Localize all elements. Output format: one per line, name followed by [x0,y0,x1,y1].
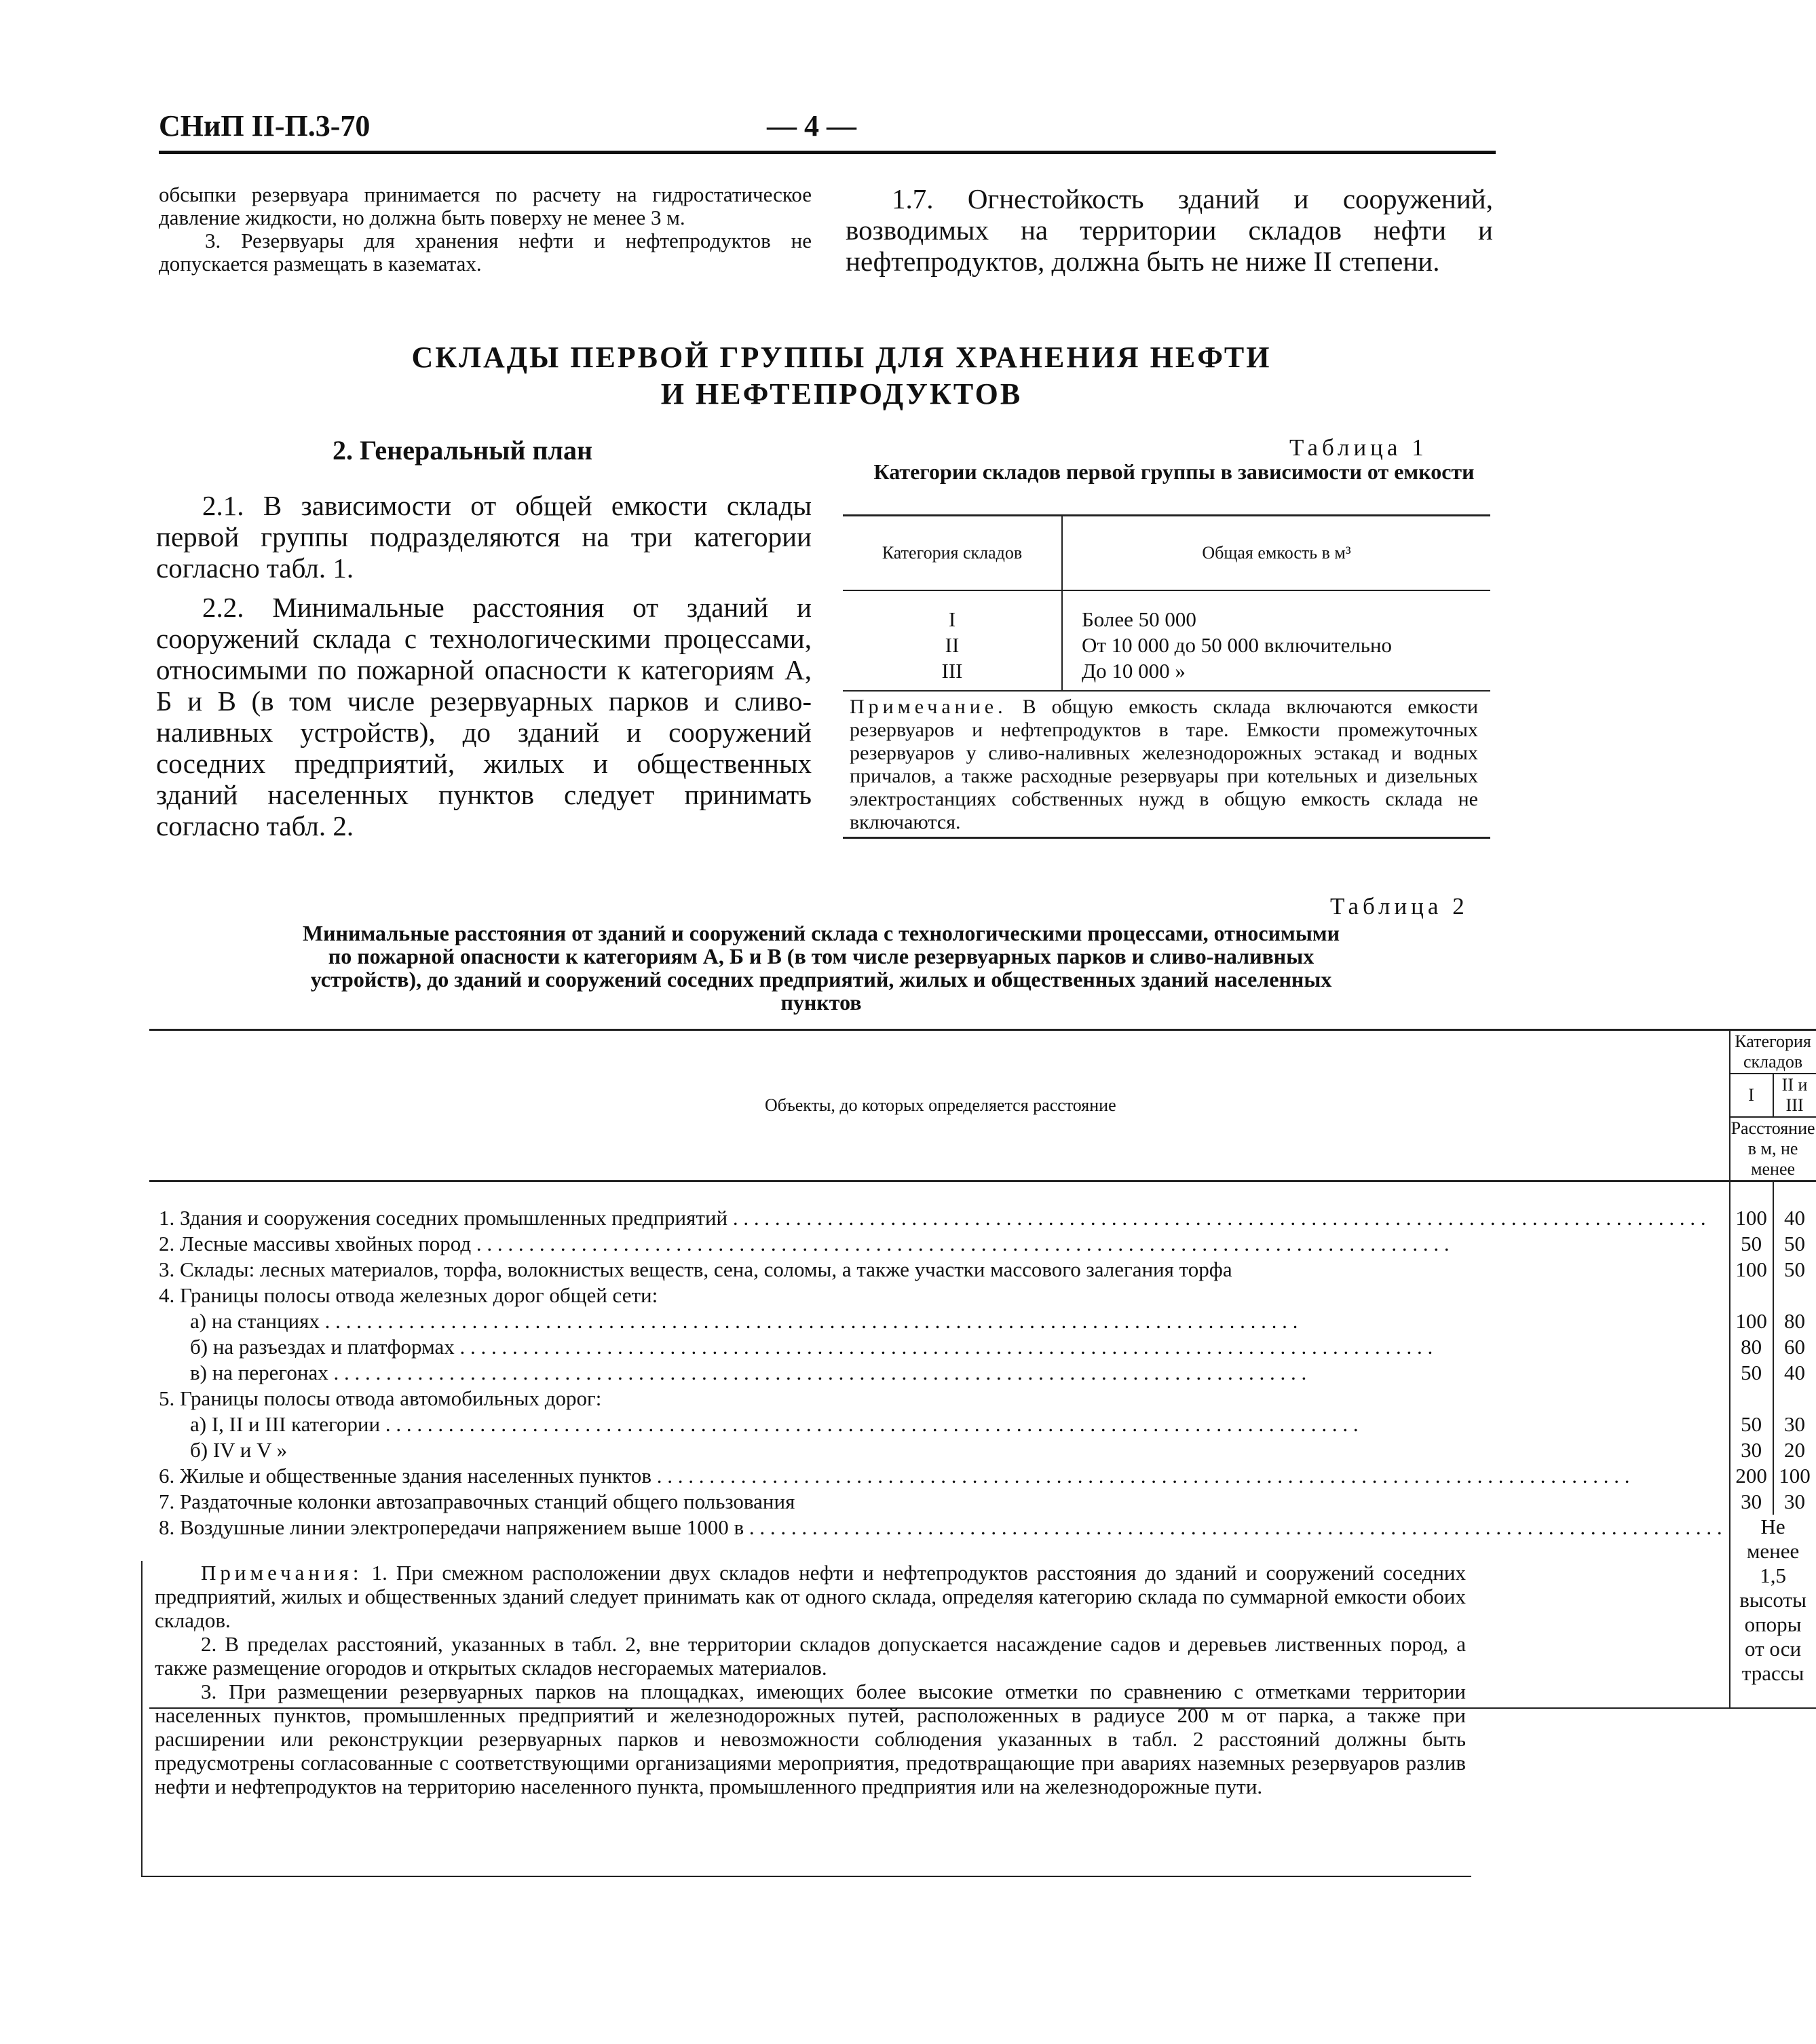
table1-cell-category: II [843,632,1062,658]
table1-col-capacity: Общая емкость в м³ [1062,516,1490,591]
table1-spacer-row [843,590,1490,607]
table2-notes-label: Примечания: [201,1561,363,1585]
paragraph-2-2: 2.2. Минимальные расстояния от зданий и сооружений склада с технологическими процессами, относимыми по пожарной опасности к категориям А, Б и В (в том числе резервуарных парков и сливо-наливных устройств), до зданий и сооружений соседних предприятий, жилых и общественных зданий населенных пунктов следует принимать согласно табл. 2. [156,592,812,841]
table2-cell-object: 3. Склады: лесных материалов, торфа, волокнистых веществ, сена, соломы, а также участки массового залегания торфа [159,1257,1232,1281]
table2-cell-object: 4. Границы полосы отвода железных дорог общей сети: [159,1283,658,1307]
table2-cell-object: в) на перегонах . . . [190,1361,1306,1384]
left-body-column [156,490,812,841]
table2-cell-cat1: 80 [1730,1334,1773,1360]
paragraph-1-7: 1.7. Огнестойкость зданий и сооружений, возводимых на территории складов нефти и нефтепродуктов, должна быть не ниже II степени. [846,183,1493,277]
table1-note-text: В общую емкость склада включаются емкости резервуаров и нефтепродуктов в таре. Емкости промежуточных резервуаров у сливо-наливных железнодорожных эстакад и водных причалов, а также расходные резервуары при котельных и дизельных электростанциях собственных нужд в общую емкость склада не включаются. [850,696,1478,833]
page-number: — 4 — [767,109,856,143]
document-code: СНиП II-П.3-70 [159,109,371,143]
table2-notes [155,1561,1466,1798]
table-row [149,1334,1816,1360]
table2-note-3: 3. При размещении резервуарных парков на площадках, имеющих более высокие отметки по сравнению с отметками территории населенных пунктов, промышленных предприятий и железнодорожных путей, расположенных в радиусе 200 м от парка, а также при расширении или реконструкции резервуарных парков и невозможности соблюдения указанных в табл. 2 расстояний должны быть предусмотрены согласованные с соответствующими организациями мероприятия, предотвращающие при авариях наземных резервуаров разлив нефти и нефтепродуктов на территорию населенного пункта, промышленного предприятия или на железнодорожные пути. [155,1680,1466,1798]
table2-cell-object: 6. Жилые и общественные здания населенных пунктов . . . [159,1464,1629,1488]
table-row [149,1489,1816,1515]
table2-cell-object: б) на разъездах и платформах . . . [190,1335,1433,1359]
table2-cell-cat1: 30 [1730,1437,1773,1463]
left-top-column [159,183,812,276]
table2-cell-cat1: 30 [1730,1489,1773,1515]
table2-cell-cat1: 200 [1730,1463,1773,1489]
table2-note-1 [155,1561,1466,1632]
notes-bottom-rule [141,1876,1471,1877]
table1-caption: Таблица 1 [1289,434,1428,461]
table2-col-cat-2-3: II и III [1773,1074,1816,1117]
section-title [380,339,1303,413]
table2-header-row-1 [149,1030,1816,1074]
table2-cell-cat2: 80 [1773,1308,1816,1334]
table2-cell-object: 2. Лесные массивы хвойных пород . . . [159,1232,1450,1255]
table1-note [843,691,1490,838]
table-row [149,1308,1816,1334]
table1-note-row [843,691,1490,838]
table-row [149,1437,1816,1463]
table2-col-units: Расстояние в м, не менее [1730,1117,1816,1181]
table2-title: Минимальные расстояния от зданий и сооружений склада с технологическими процессами, относимыми по пожарной опасности к категориям А, Б и В (в том числе резервуарных парков и сливо-наливных устройств), до зданий и сооружений соседних предприятий, жилых и общественных зданий населенных пунктов [302,921,1340,1015]
table2-cell-cat2: 100 [1773,1463,1816,1489]
table2-cell-object: б) IV и V » [190,1438,288,1462]
table-row [843,607,1490,632]
table2-col-objects: Объекты, до которых определяется расстояние [149,1030,1730,1181]
table2-cell-object: 5. Границы полосы отвода автомобильных дорог: [159,1386,602,1410]
paragraph-2-1: 2.1. В зависимости от общей емкости склады первой группы подразделяются на три категории согласно табл. 1. [156,490,812,584]
table2-cell-cat2: 30 [1773,1489,1816,1515]
table-row [149,1231,1816,1257]
table2-cell-object: а) I, II и III категории . . . [190,1412,1359,1436]
table1-header-row [843,516,1490,591]
table1-cell-category: III [843,658,1062,691]
table2-cell-cat2: 40 [1773,1360,1816,1386]
table1-title: Категории складов первой группы в зависимости от емкости [873,459,1475,484]
table2-col-category: Категория складов [1730,1030,1816,1074]
table2-cell-object: 1. Здания и сооружения соседних промышленных предприятий . . . [159,1206,1706,1230]
table2-cell-cat2: 50 [1773,1231,1816,1257]
table2-note-2: 2. В пределах расстояний, указанных в табл. 2, вне территории складов допускается насаждение садов и деревьев лиственных пород, а также размещение огородов и открытых складов несгораемых материалов. [155,1632,1466,1680]
notes-left-rule [141,1561,143,1877]
continuation-paragraph: обсыпки резервуара принимается по расчету на гидростатическое давление жидкости, но должна быть поверху не менее 3 м. [159,183,812,229]
section-title-line-1: СКЛАДЫ ПЕРВОЙ ГРУППЫ ДЛЯ ХРАНЕНИЯ НЕФТИ [411,341,1272,374]
table2-cell-cat2: 60 [1773,1334,1816,1360]
table-row [149,1283,1816,1308]
table1-cell-capacity: От 10 000 до 50 000 включительно [1082,633,1393,657]
table-row [149,1463,1816,1489]
table-row [843,658,1490,691]
table2-cell-cat1: 100 [1730,1205,1773,1231]
table-row [149,1360,1816,1386]
table1-col-category: Категория складов [843,516,1062,591]
right-top-column [846,183,1493,277]
table-row [149,1257,1816,1283]
table2-cell-cat1: 100 [1730,1257,1773,1283]
table2-caption: Таблица 2 [1330,893,1469,920]
table2-cell-cat2: 20 [1773,1437,1816,1463]
table2-col-cat-1: I [1730,1074,1773,1117]
table2-cell-cat1: 100 [1730,1308,1773,1334]
table1 [843,514,1490,839]
table2-cell-object: 8. Воздушные линии электропередачи напряжением выше 1000 в . . . [159,1515,1722,1539]
table-row [149,1412,1816,1437]
table2-cell-cat1: 50 [1730,1231,1773,1257]
table-row [149,1205,1816,1231]
table2-cell-merged: Не менее 1,5 высоты опоры от оси трассы [1730,1515,1816,1686]
table1-cell-category: I [843,607,1062,632]
table2-spacer-row [149,1181,1816,1206]
table2-note-1-text: 1. При смежном расположении двух складов нефти и нефтепродуктов расстояния до зданий и сооружений соседних предприятий, жилых и общественных зданий следует принимать как от одного склада, определяя категорию склада по суммарной емкости обоих складов. [155,1561,1467,1632]
table2-cell-cat2: 50 [1773,1257,1816,1283]
table1-cell-capacity: Более 50 000 [1082,607,1196,631]
table2-cell-cat1: 50 [1730,1412,1773,1437]
table-row [843,632,1490,658]
header-rule [159,151,1496,154]
table2-cell-object: 7. Раздаточные колонки автозаправочных станций общего пользования [159,1490,795,1513]
table2-cell-object: а) на станциях . . . [190,1309,1298,1333]
table2-cell-cat2: 40 [1773,1205,1816,1231]
table-row [149,1386,1816,1412]
section-title-line-2: И НЕФТЕПРОДУКТОВ [660,377,1023,411]
table2-cell-cat1: 50 [1730,1360,1773,1386]
subsection-title: 2. Генеральный план [333,435,593,466]
table1-cell-capacity: До 10 000 » [1082,659,1186,683]
paragraph-3: 3. Резервуары для хранения нефти и нефтепродуктов не допускается размещать в казематах. [159,229,812,276]
table2-cell-cat2: 30 [1773,1412,1816,1437]
table1-note-label: Примечание. [850,696,1007,718]
